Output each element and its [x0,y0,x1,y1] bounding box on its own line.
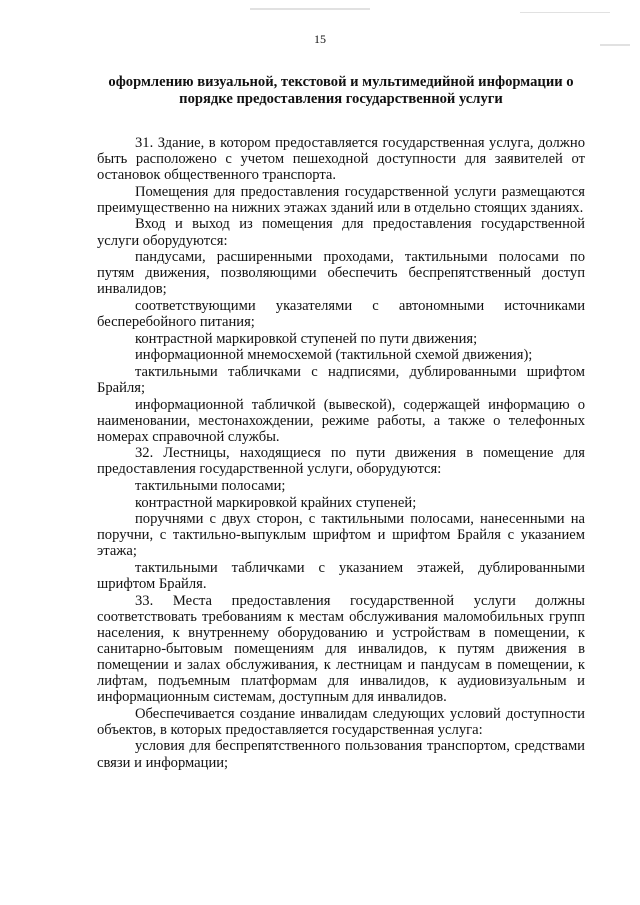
paragraph-32: 32. Лестницы, находящиеся по пути движения в помещение для предоставления государственной услуги, оборудуются: [97,445,585,478]
section-heading: оформлению визуальной, текстовой и мультимедийной информации о порядке предоставления государственной услуги [108,74,574,107]
list-item-edge-steps: контрастной маркировкой крайних ступеней; [135,494,417,511]
paragraph-entrance: Вход и выход из помещения для предоставления государственной услуги оборудуются: [97,216,585,249]
list-item-contrast-marking: контрастной маркировкой ступеней по пути движения; [135,330,478,347]
paragraph-accessibility: Обеспечивается создание инвалидам следующих условий доступности объектов, в которых предоставляется государственная услуга: [97,705,585,738]
list-item-mnemonic-scheme: информационной мнемосхемой (тактильной схемой движения); [135,347,533,364]
scan-artifact [250,8,370,10]
list-item-tactile-plates: тактильными табличками с надписями, дублированными шрифтом Брайля; [97,363,585,396]
paragraph-31: 31. Здание, в котором предоставляется государственная услуга, должно быть расположено с учетом пешеходной доступности для заявителей от остановок общественного транспорта. [97,135,585,184]
list-item-tactile-strips: тактильными полосами; [135,477,286,494]
list-item-handrails: поручнями с двух сторон, с тактильными полосами, нанесенными на поручни, с тактильно-выпуклым шрифтом и шрифтом Брайля с указанием этажа; [97,511,585,560]
scan-artifact [520,12,610,13]
list-item-floor-plates: тактильными табличками с указанием этажей, дублированными шрифтом Брайля. [97,559,585,593]
paragraph-premises: Помещения для предоставления государственной услуги размещаются преимущественно на нижних этажах зданий или в отдельно стоящих зданиях. [97,183,585,216]
list-item-ramps: пандусами, расширенными проходами, тактильными полосами по путям движения, позволяющими обеспечить беспрепятственный доступ инвалидов; [97,249,585,298]
document-body [97,74,585,771]
paragraph-33: 33. Места предоставления государственной услуги должны соответствовать требованиям к местам обслуживания маломобильных групп населения, к внутреннему оборудованию и устройствам в помещении, к санитарно-бытовым помещениям для инвалидов, к путям движения в помещении и залах обслуживания, к лестницам и пандусам в помещении, к лифтам, подъемным платформам для инвалидов, к аудиовизуальным и информационным системам, доступным для инвалидов. [97,592,585,706]
list-item-info-sign: информационной табличкой (вывеской), содержащей информацию о наименовании, местонахождении, режиме работы, а также о телефонных номерах справочной службы. [97,396,585,445]
page-number: 15 [314,32,326,46]
list-item-signs: соответствующими указателями с автономными источниками бесперебойного питания; [97,297,585,331]
list-item-transport: условия для беспрепятственного пользования транспортом, средствами связи и информации; [97,738,585,771]
